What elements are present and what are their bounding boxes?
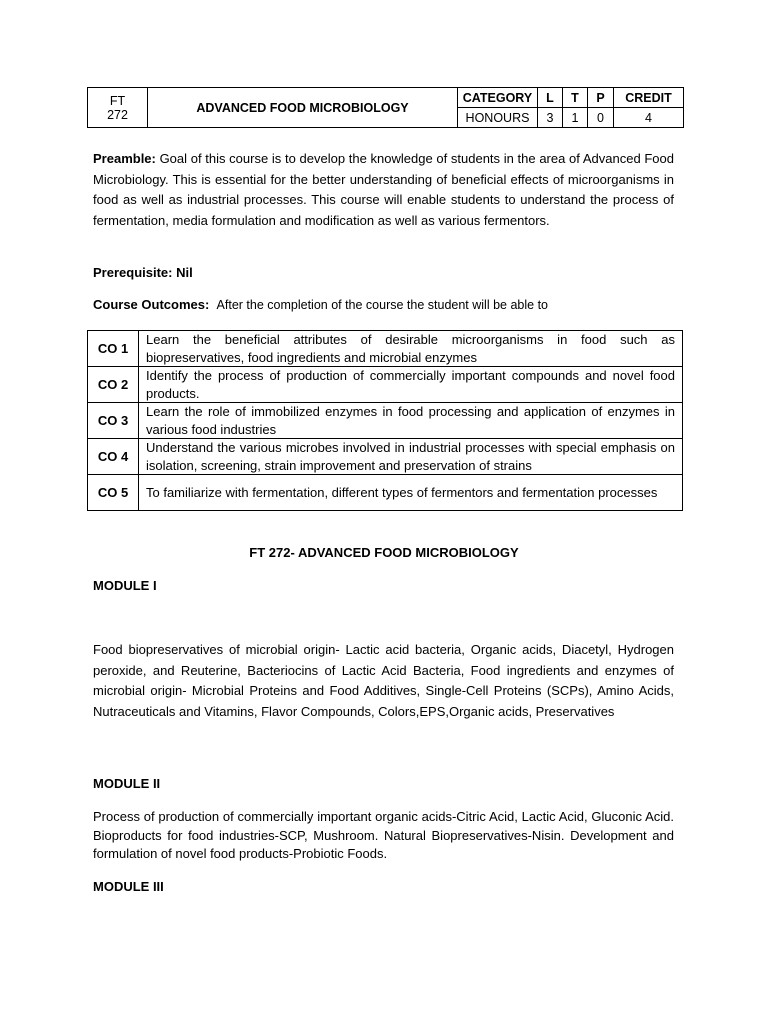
course-outcomes-heading — [93, 297, 548, 313]
table-row — [88, 475, 683, 511]
value-category: HONOURS — [458, 108, 538, 128]
course-code — [88, 88, 148, 128]
preamble — [93, 149, 674, 231]
co-code: CO 4 — [88, 439, 139, 475]
value-p: 0 — [588, 108, 614, 128]
co-description: Understand the various microbes involved in industrial processes with special emphasis on isolation, screening, strain improvement and preservation of strains — [139, 439, 683, 475]
co-code: CO 3 — [88, 403, 139, 439]
course-code-line1: FT — [109, 93, 126, 108]
course-header-table — [87, 87, 684, 128]
module-1-text: Food biopreservatives of microbial origin- Lactic acid bacteria, Organic acids, Diacetyl, Hydrogen peroxide, and Reuterine, Bacteriocins of Lactic Acid Bacteria, Food ingredients and enzymes of microbial origin- Microbial Proteins and Food Additives, Single-Cell Proteins (SCPs), Amino Acids, Nutraceuticals and Vitamins, Flavor Compounds, Colors,EPS,Organic acids, Preservatives — [93, 642, 674, 719]
header-category: CATEGORY — [458, 88, 538, 108]
course-outcomes-label: Course Outcomes: — [93, 297, 210, 312]
course-outcomes-table — [87, 330, 683, 511]
co-description: Learn the beneficial attributes of desirable microorganisms in food such as biopreservatives, food ingredients and microbial enzymes — [139, 331, 683, 367]
co-description: Learn the role of immobilized enzymes in food processing and application of enzymes in various food industries — [139, 403, 683, 439]
module-3-title: MODULE III — [93, 879, 164, 894]
module-2-title: MODULE II — [93, 776, 161, 791]
preamble-text: Goal of this course is to develop the knowledge of students in the area of Advanced Food Microbiology. This is essential for the better understanding of beneficial effects of microorganisms in food as well as industrial processes. This course will enable students to understand the process of fermentation, media formulation and modification as well as various fermentors. — [93, 151, 674, 228]
header-t: T — [563, 88, 588, 108]
co-code: CO 1 — [88, 331, 139, 367]
table-row — [88, 439, 683, 475]
module-2-text: Process of production of commercially important organic acids-Citric Acid, Lactic Acid, Gluconic Acid. Bioproducts for food industries-SCP, Mushroom. Natural Biopreservatives-Nisin. Development and formulation of novel food products-Probiotic Foods. — [93, 809, 674, 861]
module-1-title: MODULE I — [93, 578, 157, 593]
value-credit: 4 — [614, 108, 684, 128]
table-row — [88, 403, 683, 439]
co-code: CO 2 — [88, 367, 139, 403]
header-l: L — [538, 88, 563, 108]
syllabus-title: FT 272- ADVANCED FOOD MICROBIOLOGY — [249, 545, 519, 560]
header-p: P — [588, 88, 614, 108]
table-row — [88, 367, 683, 403]
course-code-line2: 272 — [107, 107, 128, 122]
value-l: 3 — [538, 108, 563, 128]
course-outcomes-text: After the completion of the course the student will be able to — [216, 298, 548, 312]
header-credit: CREDIT — [614, 88, 684, 108]
co-description: To familiarize with fermentation, different types of fermentors and fermentation processes — [139, 475, 683, 511]
prerequisite: Prerequisite: Nil — [93, 265, 193, 280]
co-code: CO 5 — [88, 475, 139, 511]
preamble-label: Preamble: — [93, 151, 156, 166]
course-title: ADVANCED FOOD MICROBIOLOGY — [148, 88, 458, 128]
value-t: 1 — [563, 108, 588, 128]
table-row — [88, 331, 683, 367]
co-description: Identify the process of production of commercially important compounds and novel food products. — [139, 367, 683, 403]
